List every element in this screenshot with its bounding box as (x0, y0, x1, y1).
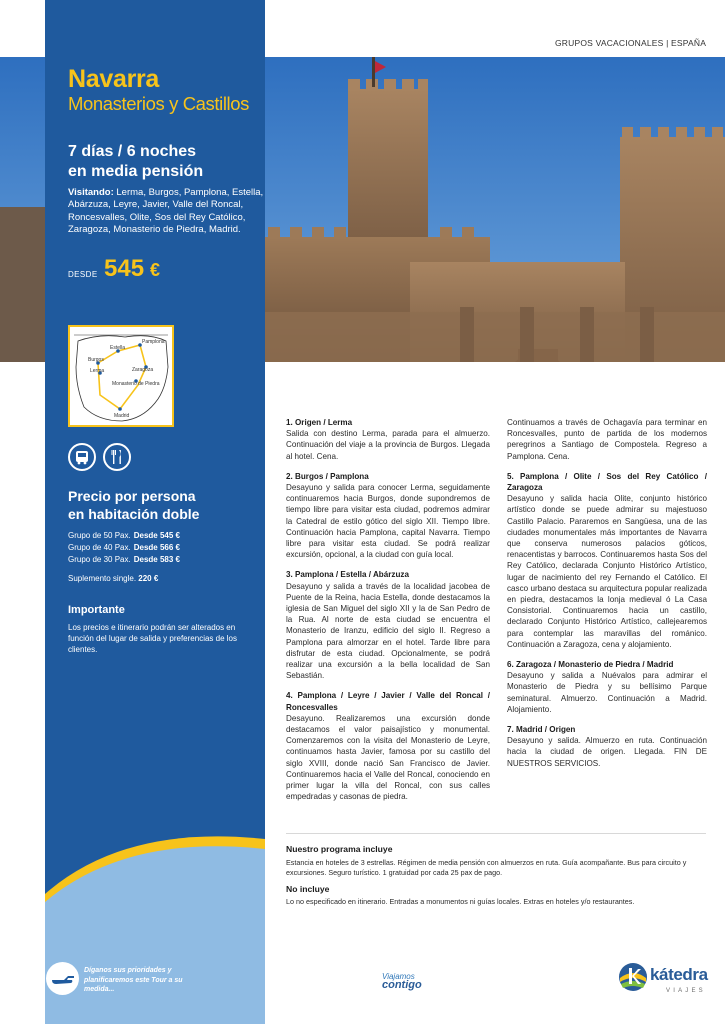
pricing-heading: Precio por persona en habitación doble (68, 488, 200, 522)
map-label-burgos: Burgos (88, 357, 104, 363)
map-label-monasterio: Monasterio de Piedra (112, 381, 160, 387)
map-label-pamplona: Pamplona (142, 339, 165, 345)
itinerary-day: 2. Burgos / Pamplona Desayuno y salida para conocer Lerma, seguidamente continuaremos hacia Burgos, donde supondremos de tiempo libre para visitar esta ciudad, podremos admirar la Catedral de estilo gótico del siglo XII. Tiempo libre. Continuación hacia Pamplona, capital Navarra. Tiempo libre para visitar esta ciudad. Se podrá realizar excursión, opcional, a la ciudad con guía local. (286, 471, 490, 560)
pricing-row: Grupo de 50 Pax. Desde 545 € (68, 531, 180, 540)
map-label-estella: Estella (110, 345, 126, 351)
not-included-text: Lo no especificado en itinerario. Entradas a monumentos ni guías locales. Extras en hoteles y/o restaurantes. (286, 897, 635, 906)
itinerary-day: 6. Zaragoza / Monasterio de Piedra / Madrid Desayuno y salida a Nuévalos para admirar el Monasterio de Piedra y su bellísimo Parque seminatural. Almuerzo. Continuación a Madrid. Alojamiento. (507, 660, 707, 714)
map-label-zaragoza: Zaragoza (132, 367, 154, 373)
itinerary-day: 1. Origen / Lerma Salida con destino Lerma, parada para el almuerzo. Continuación del viaje a la provincia de Burgos. Llegada al hotel. Cena. (286, 418, 490, 461)
itinerary-day-continued: Continuamos a través de Ochagavía para terminar en Roncesvalles, punto de partida de los modernos peregrinos a Santiago de Compostela. Regreso a Pamplona. Cena. (507, 418, 707, 461)
route-map (68, 325, 174, 427)
map-label-lerma: Lerma (90, 368, 105, 374)
itinerary-day: 5. Pamplona / Olite / Sos del Rey Católico / Zaragoza Desayuno y salida hacia Olite, conjunto histórico artístico donde se puede admirar su majestuoso Castillo Palacio. Pararemos en Sangüesa, una de las ciudades monumentales más importantes de Navarra que conserva numerosos palacios góticos, renacentistas y barrocos. Continuaremos hasta Sos del Rey Católico, declarada Conjunto Histórico Artístico, lugar de nacimiento del rey Fernando el Católico. El casco urbano destaca su arquitectura popular realizada en piedra, destacamos la lonja medieval ó La Casa Consistorial. Continuaremos hacia un castillo, declarado Conjunto Histórico Artístico, callejearemos para contemplar las maravillas del románico. Continuación a Zaragoza, cena y alojamiento. (507, 471, 707, 649)
brand-name: kátedra (650, 965, 708, 984)
important-heading: Importante (68, 604, 125, 616)
not-included-heading: No incluye (286, 884, 330, 894)
itinerary-day: 3. Pamplona / Estella / Abárzuza Desayuno y salida a través de la localidad jacobea de Puente de la Reina, hacia Estella, donde destacamos la iglesia de San Miguel del siglo XII y la de San Pedro de la Rua. Al norte de esta ciudad se encuentra el Monasterio de Iranzu, edificio del siglo II. Regreso a Pamplona para almorzar en el hotel. Tarde libre para disfrutar de esta ciudad. Opcionalmente, se podrá realizar una excursión a la bella localidad de San Sebastián. (286, 570, 490, 681)
price-from: 545 € (104, 255, 161, 282)
pricing-row: Grupo de 40 Pax. Desde 566 € (68, 543, 180, 552)
program-includes-heading: Nuestro programa incluye (286, 844, 393, 854)
single-supplement: Suplemento single. 220 € (68, 574, 159, 583)
itinerary-day: 7. Madrid / Origen Desayuno y salida. Almuerzo en ruta. Continuación hacia la ciudad de origen. Llegada. FIN DE NUESTROS SERVICIOS. (507, 725, 707, 768)
itinerary-column-left (286, 417, 490, 812)
trip-duration: 7 días / 6 noches en media pensión (68, 143, 204, 180)
itinerary-day: 4. Pamplona / Leyre / Javier / Valle del Roncal / Roncesvalles Desayuno. Realizaremos una excursión donde destacamos el valor paisajístico y monumental. Comenzaremos con la visita del Monasterio de Leyre, continuamos hasta Javier, famosa por su castillo del siglo XVIII, donde nació San Francisco de Javier. Continuaremos hacia el Valle del Roncal, conociendo en primer lugar la villa del Roncal, con sus calles empedradas y casonas de piedra. (286, 691, 490, 802)
section-divider (286, 833, 706, 834)
pointing-hand-icon (46, 962, 79, 995)
pricing-row: Grupo de 30 Pax. Desde 583 € (68, 555, 180, 564)
info-sidebar (45, 0, 265, 1024)
visiting-list: Visitando: Lerma, Burgos, Pamplona, Estella, Abárzuza, Leyre, Javier, Valle del Roncal, Roncesvalles, Olite, Sos del Rey Católico, Zaragoza, Monasterio de Piedra, Madrid. (68, 187, 264, 236)
viajamos-contigo-logo: Viajamos contigo (382, 972, 422, 991)
destination-title: Navarra (68, 65, 160, 93)
price-desde-label: DESDE (68, 270, 98, 279)
map-label-madrid: Madrid (114, 413, 130, 419)
katedra-logo (618, 962, 718, 998)
sidebar-slogan: Díganos sus prioridades y planificaremos este Tour a su medida... (84, 967, 183, 993)
brand-subtitle: VIAJES (666, 988, 706, 994)
restaurant-icon (103, 443, 131, 471)
destination-subtitle: Monasterios y Castillos (68, 93, 250, 114)
pricing-table (68, 530, 180, 566)
header-category-tag: GRUPOS VACACIONALES | ESPAÑA (555, 38, 707, 48)
itinerary-column-right (507, 417, 707, 778)
bus-icon (68, 443, 96, 471)
important-text: Los precios e itinerario podrán ser alterados en función del lugar de salida y preferencias de los clientes. (68, 623, 237, 654)
program-includes-text: Estancia en hoteles de 3 estrellas. Régimen de media pensión con almuerzos en ruta. Guía acompañante. Bus para circuito y excursiones. Seguro turístico. 1 gratuidad por cada 25 pax de pago. (286, 858, 687, 877)
katedra-mark-icon (618, 962, 648, 992)
